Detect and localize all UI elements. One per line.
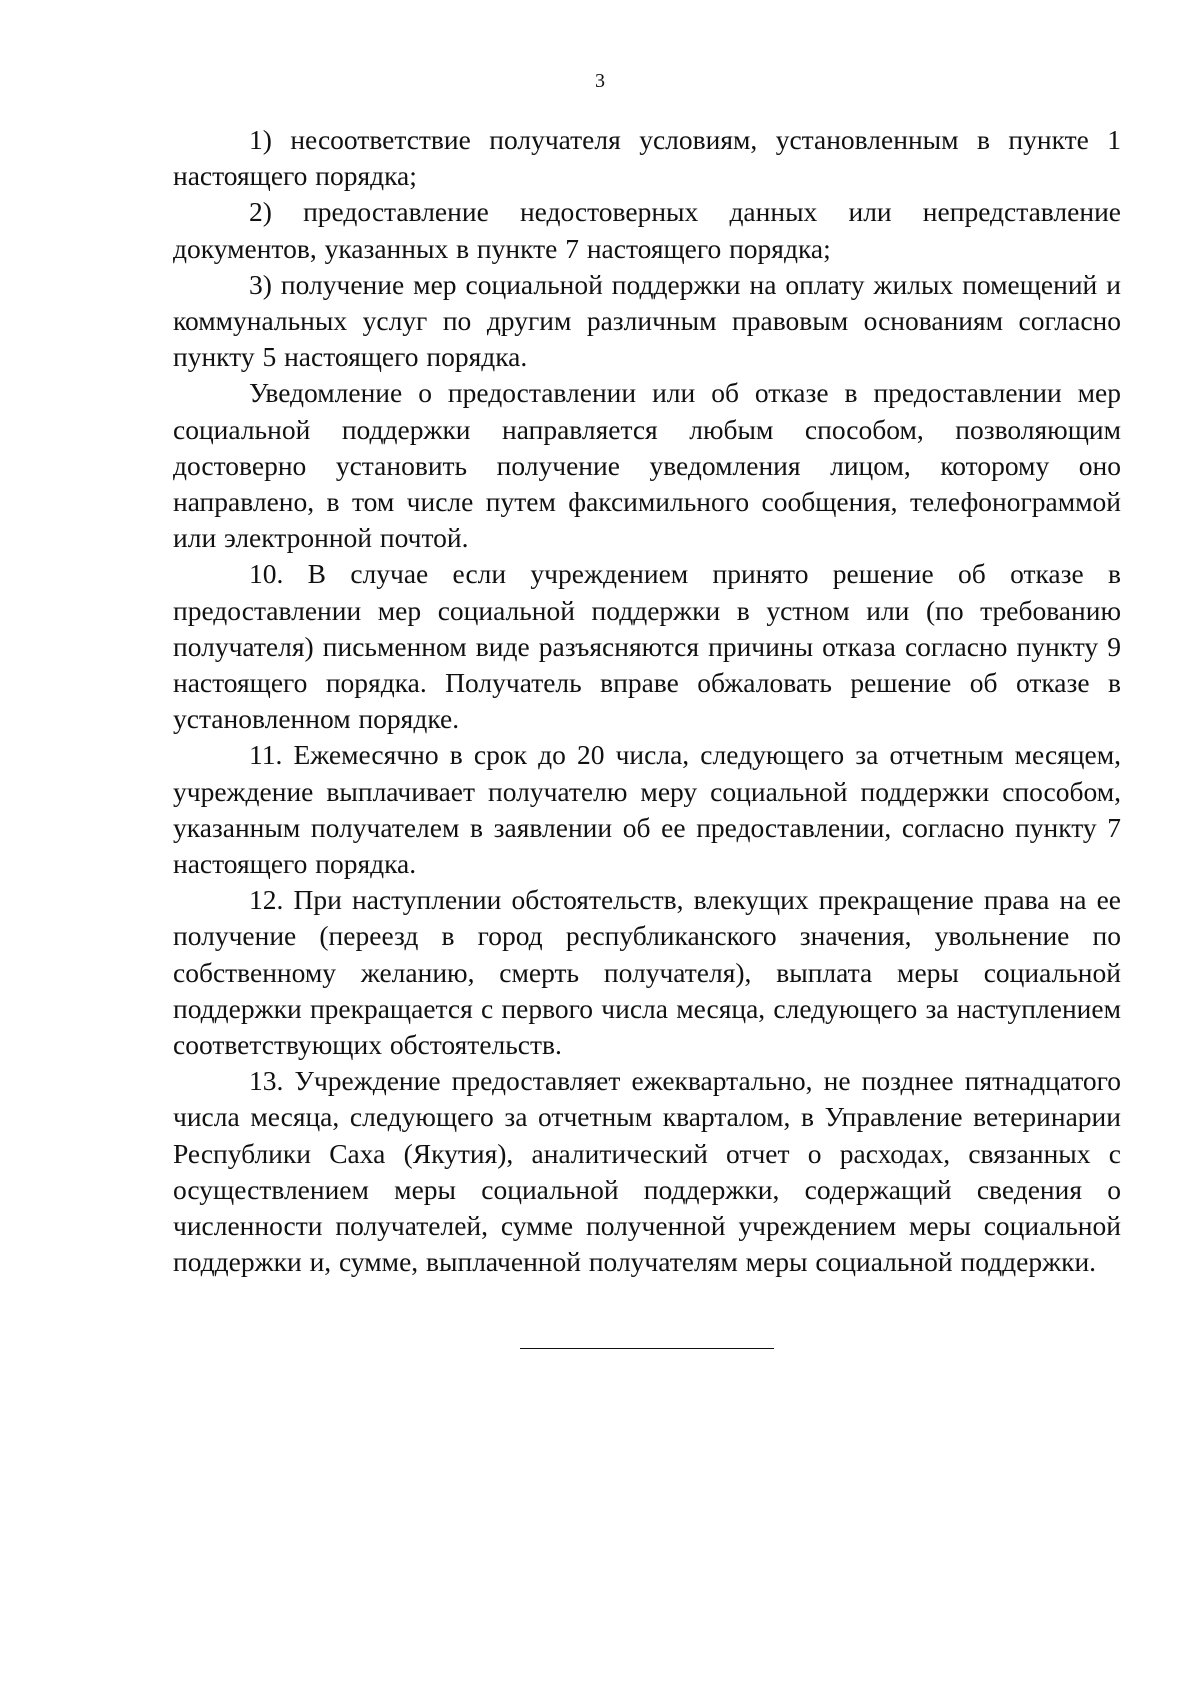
document-body [173,122,1121,1281]
paragraph-clause-10: 10. В случае если учреждением принято решение об отказе в предоставлении мер социальной поддержки в устном или (по требованию получателя) письменном виде разъясняются причины отказа согласно пункту 9 настоящего порядка. Получатель вправе обжаловать решение об отказе в установленном порядке. [173,558,1121,735]
page-number: 3 [595,70,605,92]
paragraph-notification: Уведомление о предоставлении или об отказе в предоставлении мер социальной поддержки направляется любым способом, позволяющим достоверно установить получение уведомления лицом, которому оно направлено, в том числе путем факсимильного сообщения, телефонограммой или электронной почтой. [173,377,1121,554]
end-of-document-rule [520,1348,774,1349]
paragraph-clause-12: 12. При наступлении обстоятельств, влекущих прекращение права на ее получение (переезд в город республиканского значения, увольнение по собственному желанию, смерть получателя), выплата меры социальной поддержки прекращается с первого числа месяца, следующего за наступлением соответствующих обстоятельств. [173,884,1121,1061]
paragraph-item-3-refusal-reason: 3) получение мер социальной поддержки на оплату жилых помещений и коммунальных услуг по другим различным правовым основаниям согласно пункту 5 настоящего порядка. [173,268,1121,373]
paragraph-item-2-refusal-reason: 2) предоставление недостоверных данных или непредставление документов, указанных в пункте 7 настоящего порядка; [173,196,1121,264]
paragraph-clause-11: 11. Ежемесячно в срок до 20 числа, следующего за отчетным месяцем, учреждение выплачивает получателю меру социальной поддержки способом, указанным получателем в заявлении об ее предоставлении, согласно пункту 7 настоящего порядка. [173,739,1121,880]
paragraph-clause-13: 13. Учреждение предоставляет ежеквартально, не позднее пятнадцатого числа месяца, следующего за отчетным кварталом, в Управление ветеринарии Республики Саха (Якутия), аналитический отчет о расходах, связанных с осуществлением меры социальной поддержки, содержащий сведения о численности получателей, сумме полученной учреждением меры социальной поддержки и, сумме, выплаченной получателям меры социальной поддержки. [173,1065,1121,1278]
paragraph-item-1-refusal-reason: 1) несоответствие получателя условиям, установленным в пункте 1 настоящего порядка; [173,124,1121,192]
